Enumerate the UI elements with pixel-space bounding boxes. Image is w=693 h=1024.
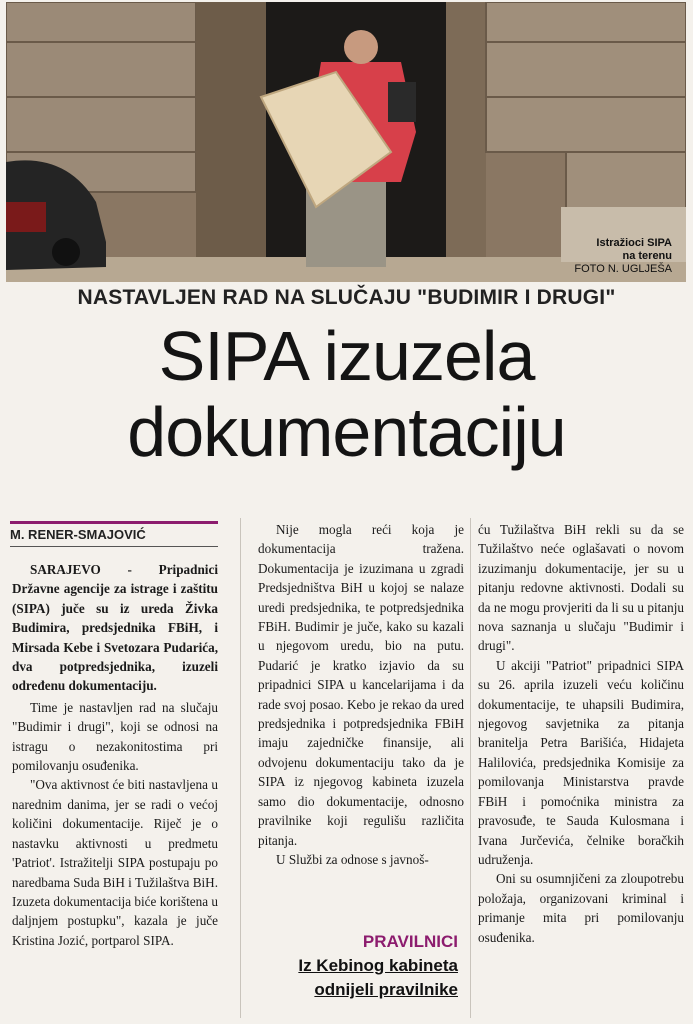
photo-caption — [574, 237, 672, 276]
news-photo — [6, 2, 686, 282]
box-title-line-2: odnijeli pravilnike — [314, 980, 458, 999]
paragraph: Oni su osumnjičeni za zloupotrebu položaja, organizovani kriminal i primanje mita pri pomilovanju osuđenika. — [478, 871, 684, 945]
author-accent-bar — [10, 521, 218, 524]
headline — [0, 318, 693, 470]
box-tag: PRAVILNICI — [362, 932, 458, 951]
box-title-line-1: Iz Kebinog kabineta — [298, 956, 458, 975]
paragraph: Nije mogla reći koja je dokumentacija tražena. Dokumentacija je izuzimana u zgradi Predsjedništva BiH u kojoj se nalaze uredi predsjednika, te potpredsjednika FBiH. Budimir je juče, kako su kazali u njegovom uredu, bio na putu. Pudarić je kratko izjavio da su pripadnici SIPA u kancelarijama i da rade svoj posao. Kebo je rekao da ured predsjednika i potpredsjednika FBiH imaju zajedničke finansije, ali odvojenu dokumentaciju tako da je SIPA iz njegovog kabineta izuzela samo dio dokumentacije, odnosno pravilnike koji regulišu različita pitanja. — [258, 522, 464, 848]
paragraph: ću Tužilaštva BiH rekli su da se Tužilaštvo neće oglašavati o novom izuzimanju dokumentacije, jer su u pitanju redovne aktivnosti. Dodali su da ne mogu provjeriti da li su u pitanju nova saznanja u slučaju "Budimir i drugi". — [478, 522, 684, 654]
author-byline: M. RENER-SMAJOVIĆ — [10, 527, 146, 542]
photo-credit: FOTO N. UGLJEŠA — [574, 263, 672, 275]
column-1 — [12, 560, 218, 950]
sidebar-box — [258, 930, 458, 1002]
column-3 — [478, 520, 684, 947]
paragraph: U Službi za odnose s javnoš- — [276, 851, 429, 867]
headline-line-2: dokumentaciju — [127, 393, 566, 471]
headline-line-1: SIPA izuzela — [158, 317, 535, 395]
caption-line-2: na terenu — [622, 250, 672, 262]
column-divider — [240, 518, 241, 1018]
caption-line-1: Istražioci SIPA — [596, 237, 672, 249]
lead-paragraph: SARAJEVO - Pripadnici Državne agencije za istrage i zaštitu (SIPA) juče su iz ureda Živka Budimira, predsjednika FBiH, i Mirsada Kebe i Svetozara Pudarića, dva potpredsjednika, izuzeli određenu dokumentaciju. — [12, 562, 218, 694]
column-divider — [470, 518, 471, 1018]
column-2 — [258, 520, 464, 869]
paragraph: Time je nastavljen rad na slučaju "Budimir i drugi", koji se odnosi na istragu o nezakonitostima pri pomilovanju osuđenika. — [12, 699, 218, 774]
paragraph: U akciji "Patriot" pripadnici SIPA su 26. aprila izuzeli veću količinu dokumentacije, te uhapsili Budimira, njegovog savjetnika za pitanja branitelja Petra Barišića, Hidajeta Halilovića, predsjednika Komisije za pomilovanja Ministarstva pravde FBiH i pomoćnika ministra za pravosuđe, te Sauda Kulosmana i Ivana Jurčevića, čelnike boračkih udruženja. — [478, 657, 684, 867]
author-underline — [10, 546, 218, 547]
paragraph: "Ova aktivnost će biti nastavljena u narednim danima, jer se radi o većoj količini dokumentacije. Riječ je o nastavku aktivnosti u predmetu 'Patriot'. Istražitelji SIPA postupaju po naredbama Suda BiH i Tužilaštva BiH. Izuzeta dokumentacija biće korištena u daljnjem postupku", kazala je juče Kristina Jozić, portparol SIPA. — [12, 777, 218, 948]
kicker: NASTAVLJEN RAD NA SLUČAJU "BUDIMIR I DRUGI" — [77, 286, 616, 309]
